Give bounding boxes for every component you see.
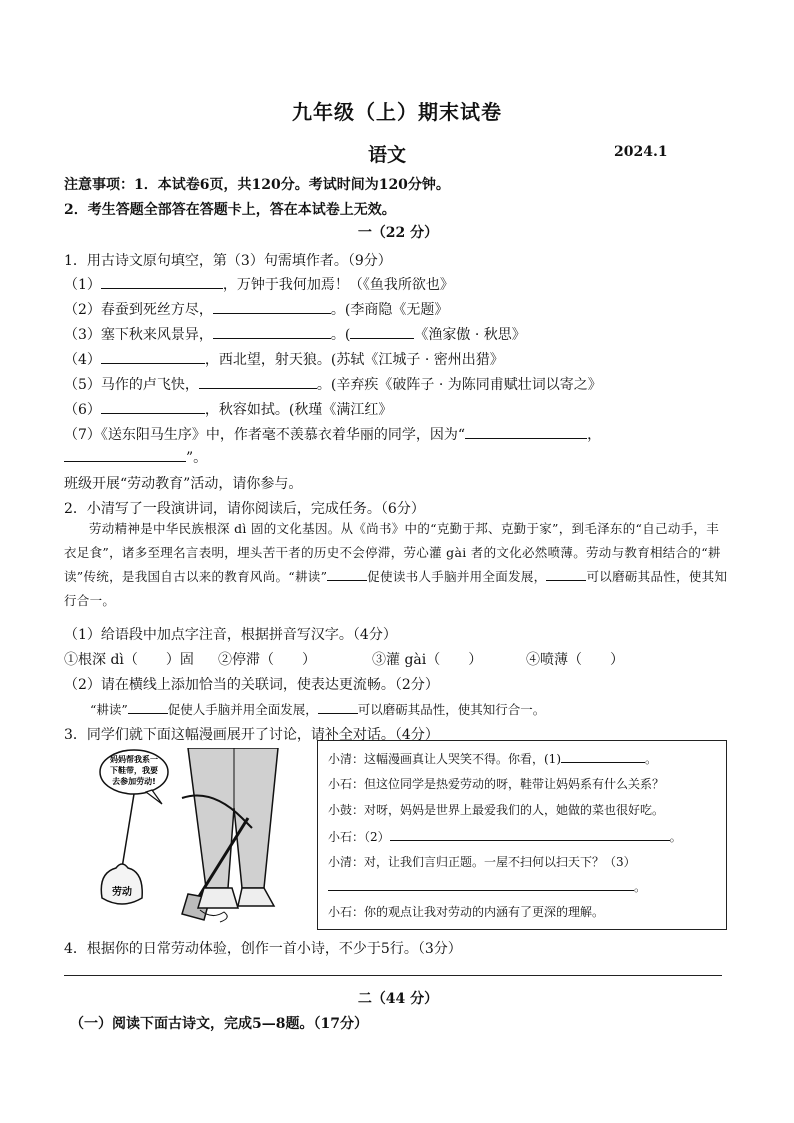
answer-blank[interactable] — [318, 700, 358, 714]
sentence-text: 促使人手脑并用全面发展， — [167, 702, 318, 717]
notes-line-1: 注意事项：1．本试卷6页，共120分。考试时间为120分钟。 — [64, 177, 450, 193]
answer-blank[interactable] — [546, 567, 586, 581]
item-text: （5）马作的卢飞快， — [64, 377, 199, 393]
bag-label: 劳动 — [112, 887, 132, 898]
q2-sub-2: （2）请在横线上添加恰当的关联词，使表达更流畅。（2分） — [64, 677, 439, 693]
sentence-text: “耕读” — [90, 702, 128, 717]
activity-intro: 班级开展“劳动教育”活动，请你参与。 — [64, 476, 303, 492]
answer-blank[interactable] — [328, 877, 634, 891]
answer-blank[interactable] — [213, 325, 331, 339]
dialogue-line-3: 小鼓：对呀，妈妈是世界上最爱我们的人，她做的菜也很好吃。 — [328, 803, 665, 817]
item-text: ，西北望，射天狼。(苏轼《江城子 · 密州出猎》 — [204, 352, 504, 368]
answer-blank[interactable] — [64, 448, 186, 462]
item-number: （4） — [64, 352, 101, 368]
answer-blank[interactable] — [390, 827, 670, 841]
q4-stem: 4．根据你的日常劳动体验，创作一首小诗，不少于5行。（3分） — [64, 941, 462, 957]
q3-stem: 3．同学们就下面这幅漫画展开了讨论，请补全对话。（4分） — [64, 727, 439, 743]
cartoon-drawing — [92, 748, 284, 926]
passage-text: 劳动精神是中华民族根深 dì 固的文化基因。从《尚书》中的“克勤于邦、克勤于家”，到毛泽东的“自己动手，丰衣足食”，诸多至理名言表明，埋头苦干者的历史不会停滞，劳心灌 gài 者的文化必然喷薄。劳动与教育相结合的“耕读”传统，是我国自古以来的教育风尚。“耕读” — [64, 521, 721, 584]
answer-blank[interactable] — [561, 749, 645, 763]
exam-date: 2024.1 — [614, 144, 668, 160]
q1-item-6 — [64, 399, 732, 419]
item-text: （3）塞下秋来风景异， — [64, 327, 213, 343]
item-number: （1） — [64, 277, 101, 293]
bubble-line-2: 下鞋带，我要 — [110, 766, 158, 775]
passage-text: 促使读书人手脑并用全面发展， — [367, 569, 547, 584]
option-2: ②停滞（ ） — [218, 652, 316, 668]
answer-line[interactable] — [64, 975, 722, 976]
option-3: ③灌 gài（ ） — [372, 652, 483, 668]
item-text: （7）《送东阳马生序》中，作者毫不羡慕衣着华丽的同学，因为“ — [64, 427, 466, 443]
q1-stem: 1．用古诗文原句填空，第（3）句需填作者。（9分） — [64, 253, 392, 269]
item-sep: 。( — [330, 327, 351, 343]
item-number: （6） — [64, 402, 101, 418]
dialogue-text: 小清：这幅漫画真让人哭笑不得。你看，(1) — [328, 752, 561, 766]
dialogue-box — [317, 740, 727, 930]
bubble-line-3: 去参加劳动! — [112, 777, 156, 786]
dialogue-line-4: 小石：（2） 。 — [328, 827, 682, 845]
item-text: ，万钟于我何加焉！（《鱼我所欲也》 — [222, 277, 454, 293]
q1-item-4 — [64, 349, 732, 369]
author-blank[interactable] — [350, 325, 414, 339]
q2-stem: 2．小清写了一段演讲词，请你阅读后，完成任务。（6分） — [64, 501, 425, 517]
answer-blank[interactable] — [199, 375, 317, 389]
q1-item-5 — [64, 374, 732, 394]
item-source: 《渔家傲 · 秋思》 — [414, 327, 526, 343]
item-source: 。(辛弃疾《破阵子 · 为陈同甫赋壮词以寄之》 — [316, 377, 602, 393]
answer-blank[interactable] — [465, 425, 587, 439]
option-1: ①根深 dì（ ）固 — [64, 652, 194, 668]
q1-item-2 — [64, 299, 732, 319]
answer-blank[interactable] — [128, 700, 168, 714]
q2-sub-2-sentence — [90, 700, 758, 718]
dialogue-text: 小石：（2） — [328, 830, 390, 844]
sentence-text: 可以磨砺其品性，使其知行合一。 — [357, 702, 546, 717]
item-sep: ， — [587, 427, 602, 443]
notes-line-2: 2．考生答题全部答在答题卡上，答在本试卷上无效。 — [64, 202, 396, 218]
item-text: ，秋容如拭。(秋瑾《满江红》 — [204, 402, 393, 418]
item-source: 。(李商隐《无题》 — [330, 302, 449, 318]
subject-title: 语文 — [368, 144, 407, 166]
item-text: （2）春蚕到死丝方尽， — [64, 302, 213, 318]
section-one-heading: 一（22 分） — [357, 225, 439, 241]
item-text: ”。 — [186, 450, 208, 466]
q1-item-7-cont — [64, 447, 732, 467]
q2-passage — [64, 517, 730, 613]
dialogue-line-5: 小清：对，让我们言归正题。一屋不扫何以扫天下？（3） — [328, 855, 636, 869]
answer-blank[interactable] — [213, 300, 331, 314]
cartoon-illustration — [92, 748, 284, 926]
q1-item-3 — [64, 324, 732, 344]
answer-blank[interactable] — [327, 567, 367, 581]
dialogue-line-2: 小石：但这位同学是热爱劳动的呀，鞋带让妈妈系有什么关系？ — [328, 777, 665, 791]
q2-sub-1: （1）给语段中加点字注音，根据拼音写汉字。（4分） — [64, 627, 397, 643]
answer-blank[interactable] — [101, 275, 223, 289]
dialogue-line-6: 。 — [328, 877, 646, 895]
dialogue-line-1: 小清：这幅漫画真让人哭笑不得。你看，(1) 。 — [328, 749, 657, 767]
answer-blank[interactable] — [101, 400, 205, 414]
dialogue-line-7: 小石：你的观点让我对劳动的内涵有了更深的理解。 — [328, 905, 605, 919]
section-two-sub: （一）阅读下面古诗文，完成5—8题。（17分） — [70, 1016, 368, 1032]
q1-item-7 — [64, 424, 732, 444]
passage-text: 可以磨砺其品性，使其知行合一。 — [64, 569, 728, 608]
exam-title: 九年级（上）期末试卷 — [292, 100, 502, 124]
answer-blank[interactable] — [101, 350, 205, 364]
option-4: ④喷薄（ ） — [526, 652, 624, 668]
bubble-line-1: 妈妈帮我系一 — [110, 755, 158, 764]
q1-item-1 — [64, 274, 732, 294]
section-two-heading: 二（44 分） — [357, 991, 439, 1007]
